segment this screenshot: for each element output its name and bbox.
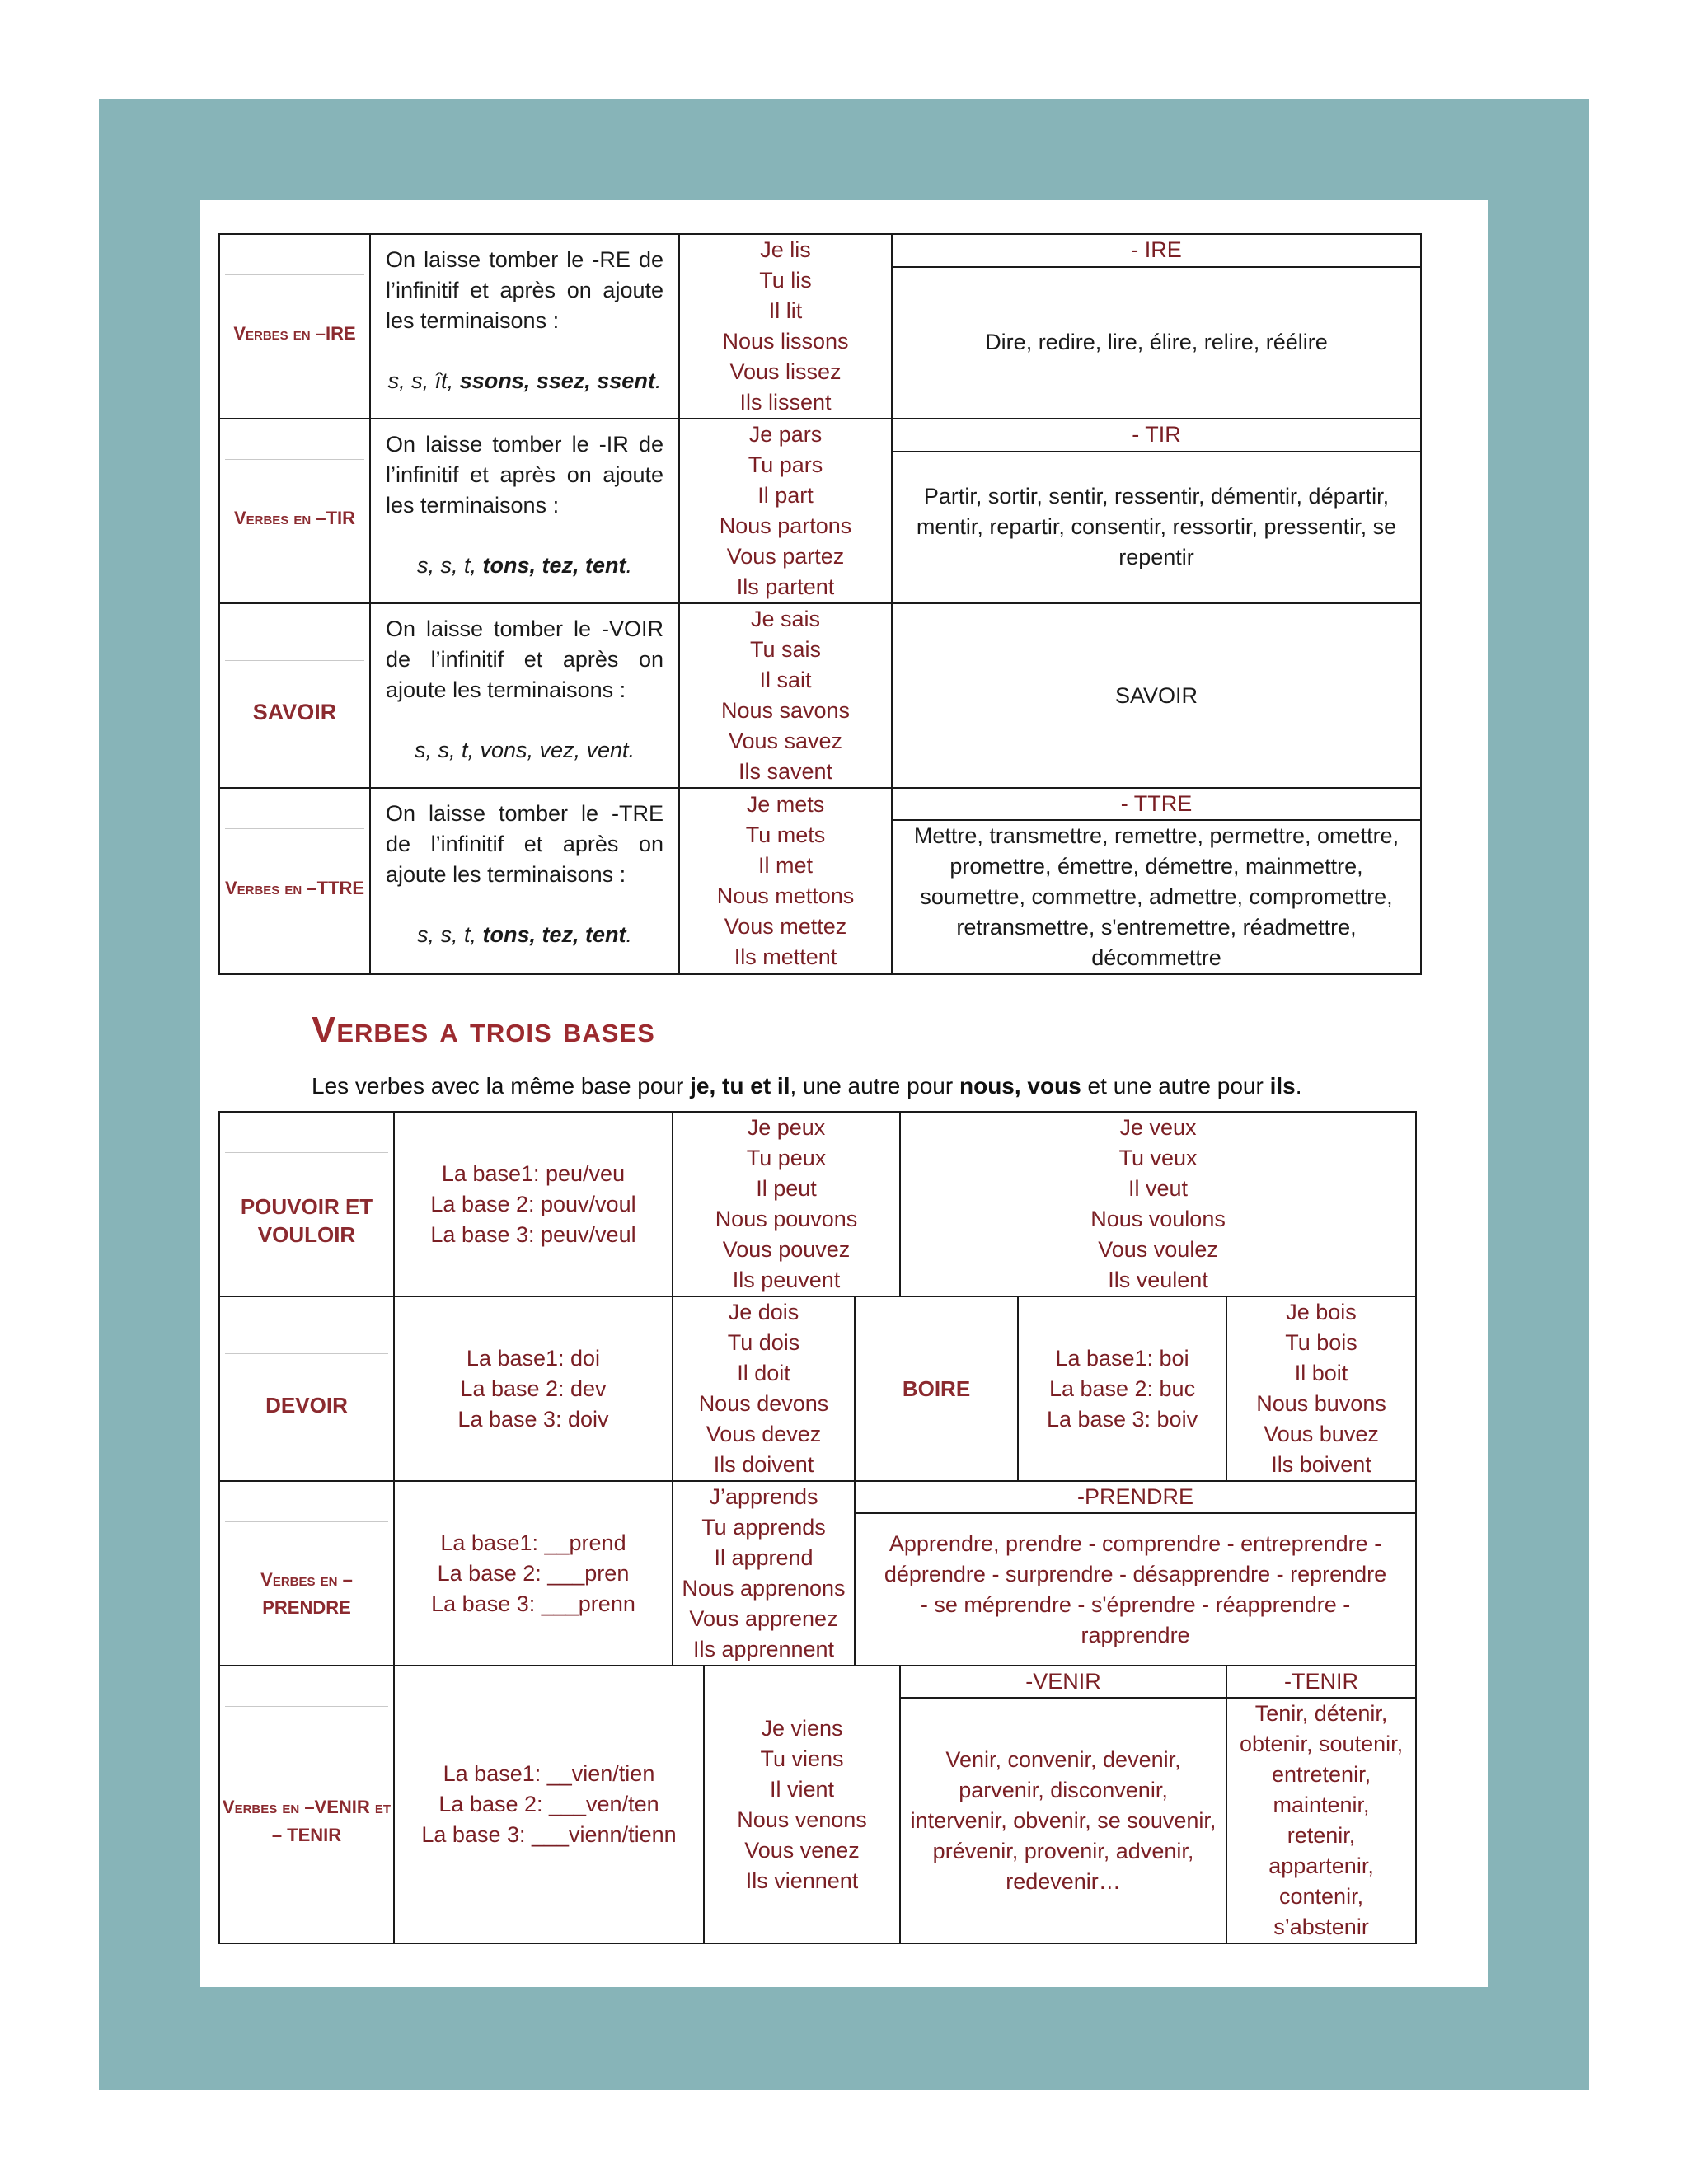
row-label-devoir: DEVOIR (219, 1296, 394, 1481)
verb-list-ire: Dire, redire, lire, élire, relire, réélire (892, 267, 1421, 419)
conjugation-prendre: J’apprends Tu apprends Il apprend Nous apprenons Vous apprenez Ils apprennent (673, 1481, 855, 1666)
conjugation-boire: Je bois Tu bois Il boit Nous buvons Vous buvez Ils boivent (1226, 1296, 1416, 1481)
conjugation-tir: Je pars Tu pars Il part Nous partons Vous partez Ils partent (679, 419, 892, 603)
verb-list-tenir: Tenir, détenir, obtenir, soutenir, entretenir, maintenir, retenir, appartenir, contenir, s’abstenir (1226, 1698, 1416, 1943)
row-label-savoir: SAVOIR (219, 603, 370, 788)
conjugation-ttre: Je mets Tu mets Il met Nous mettons Vous mettez Ils mettent (679, 788, 892, 974)
row-label-tir: Verbes en –TIR (219, 419, 370, 603)
explanation-ire: On laisse tomber le -RE de l’infinitif et après on ajoute les terminaisons : s, s, ît, ssons, ssez, ssent. (370, 234, 679, 419)
group-header-tenir: -TENIR (1226, 1666, 1416, 1698)
verb-list-tir: Partir, sortir, sentir, ressentir, démentir, départir, mentir, repartir, consentir, ressortir, pressentir, se repentir (892, 452, 1421, 603)
bases-venir-tenir: La base1: __vien/tien La base 2: ___ven/ten La base 3: ___vienn/tienn (394, 1666, 704, 1943)
group-header-prendre: -PRENDRE (855, 1481, 1416, 1513)
section-heading: Verbes a trois bases (312, 1010, 655, 1050)
terminaisons-ire: s, s, ît, ssons, ssez, ssent. (387, 368, 662, 393)
row-label-venir-tenir: Verbes en –VENIR et – TENIR (219, 1666, 394, 1943)
bases-devoir: La base1: doi La base 2: dev La base 3: doiv (394, 1296, 673, 1481)
bases-pouvoir-vouloir: La base1: peu/veu La base 2: pouv/voul La base 3: peuv/veul (394, 1112, 673, 1296)
row-label-boire: BOIRE (855, 1296, 1018, 1481)
section-intro: Les verbes avec la même base pour je, tu et il, une autre pour nous, vous et une autre pour ils. (312, 1073, 1302, 1099)
three-bases-table (218, 1111, 1417, 1944)
conjugation-ire: Je lis Tu lis Il lit Nous lissons Vous lissez Ils lissent (679, 234, 892, 419)
group-header-venir: -VENIR (900, 1666, 1226, 1698)
explanation-tir: On laisse tomber le -IR de l’infinitif et après on ajoute les terminaisons : s, s, t, tons, tez, tent. (370, 419, 679, 603)
conjugation-devoir: Je dois Tu dois Il doit Nous devons Vous devez Ils doivent (673, 1296, 855, 1481)
group-header-ttre: - TTRE (892, 788, 1421, 820)
row-label-pouvoir-vouloir: POUVOIR ET VOULOIR (219, 1112, 394, 1296)
terminaisons-tir: s, s, t, tons, tez, tent. (416, 553, 633, 578)
conjugation-pouvoir: Je peux Tu peux Il peut Nous pouvons Vous pouvez Ils peuvent (673, 1112, 900, 1296)
bases-prendre: La base1: __prend La base 2: ___pren La base 3: ___prenn (394, 1481, 673, 1666)
group-header-ire: - IRE (892, 234, 1421, 267)
row-label-ire: Verbes en –IRE (219, 234, 370, 419)
bases-boire: La base1: boi La base 2: buc La base 3: boiv (1018, 1296, 1226, 1481)
verb-list-savoir: SAVOIR (892, 603, 1421, 788)
conjugation-savoir: Je sais Tu sais Il sait Nous savons Vous savez Ils savent (679, 603, 892, 788)
explanation-ttre: On laisse tomber le -TRE de l’infinitif et après on ajoute les terminaisons : s, s, t, tons, tez, tent. (370, 788, 679, 974)
terminaisons-ttre: s, s, t, tons, tez, tent. (416, 922, 633, 947)
verb-list-prendre: Apprendre, prendre - comprendre - entreprendre - déprendre - surprendre - désapprendre - reprendre - se méprendre - s'éprendre - réapprendre - rapprendre (855, 1513, 1416, 1666)
verb-list-ttre: Mettre, transmettre, remettre, permettre, omettre, promettre, émettre, démettre, mainmettre, soumettre, commettre, admettre, compromettre, retransmettre, s'entremettre, réadmettre, décommettre (892, 820, 1421, 974)
conjugation-venir: Je viens Tu viens Il vient Nous venons Vous venez Ils viennent (704, 1666, 900, 1943)
top-conjugation-table (218, 233, 1422, 975)
terminaisons-savoir: s, s, t, vons, vez, vent. (414, 738, 635, 762)
row-label-ttre: Verbes en –TTRE (219, 788, 370, 974)
row-label-prendre: Verbes en –PRENDRE (219, 1481, 394, 1666)
explanation-savoir: On laisse tomber le -VOIR de l’infinitif et après on ajoute les terminaisons : s, s, t, vons, vez, vent. (370, 603, 679, 788)
group-header-tir: - TIR (892, 419, 1421, 452)
verb-list-venir: Venir, convenir, devenir, parvenir, disconvenir, intervenir, obvenir, se souvenir, prévenir, provenir, advenir, redevenir… (900, 1698, 1226, 1943)
conjugation-vouloir: Je veux Tu veux Il veut Nous voulons Vous voulez Ils veulent (900, 1112, 1416, 1296)
